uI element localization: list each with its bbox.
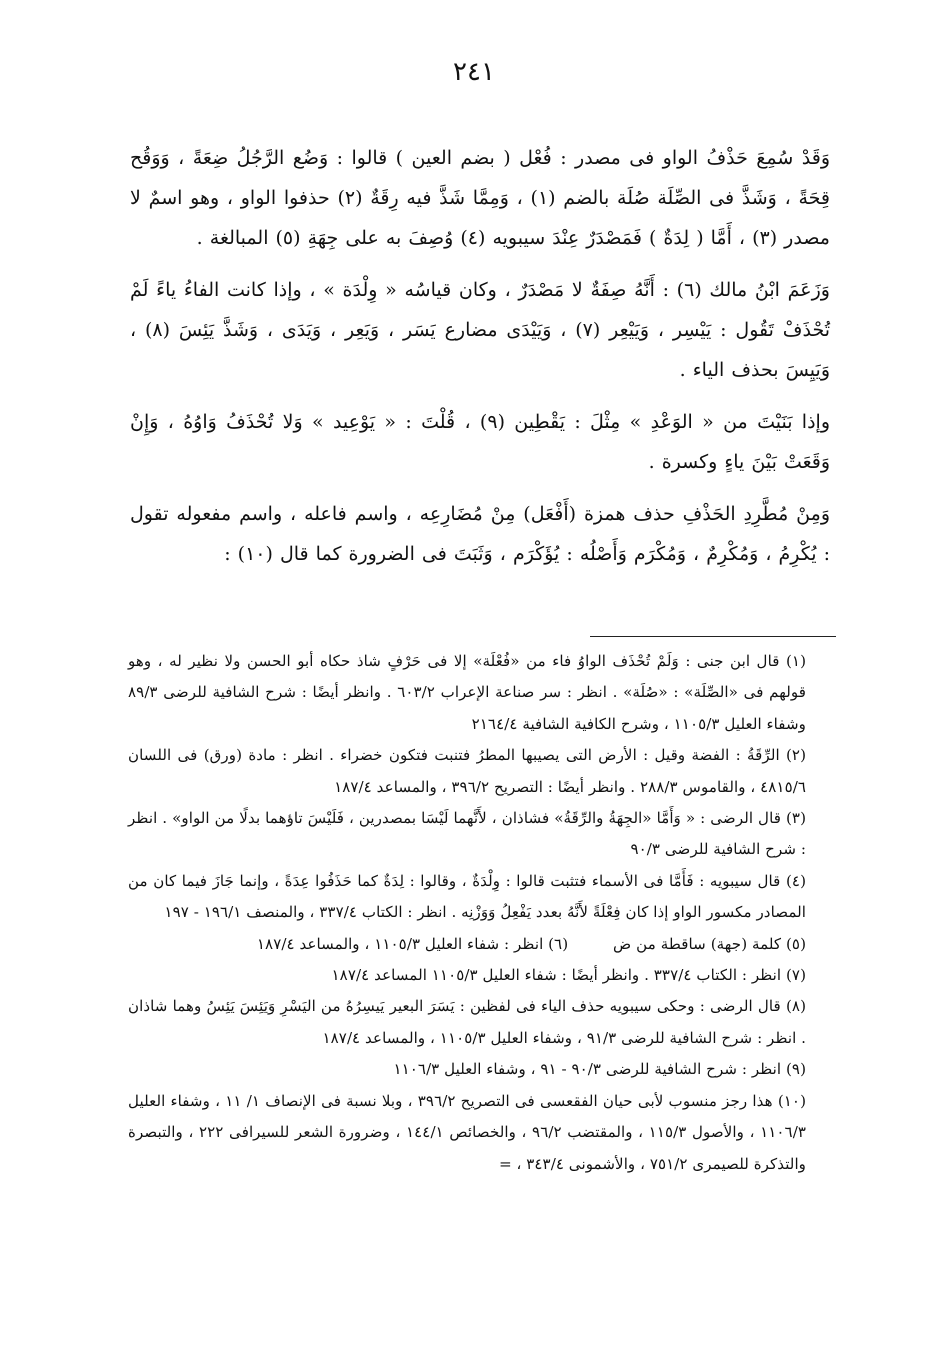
footnote-8: (٨) قال الرضى : وحكى سيبويه حذف الياء فى لفظين : يَسَرَ البعير يَيسِرُهُ من اليَسْرِ وَيَئِسَ يَئِسُ وهما شاذان . انظر : شرح الشافية للرضى ٩١/٣ ، وشفاء العليل ١١٠٥/٣ ، والمساعد ١٨٧/٤ (128, 997, 806, 1047)
footnote-9: (٩) انظر : شرح الشافية للرضى ٩٠/٣ - ٩١ ، وشفاء العليل ١١٠٦/٣ (393, 1060, 806, 1079)
paragraph-3: وإذا بَنَيْتَ من « الوَعْدِ » مِثْلَ : يَقْطِين (٩) ، قُلْتَ : « يَوْعِيد » وَلا تُحْذَفُ وَاوُهُ ، وَإِنْ وَقَعَتْ بَيْنَ ياءٍ وكسرة . (130, 411, 830, 473)
paragraph-2: وَزَعَمَ ابْنُ مالك (٦) : أَنَّهُ صِفَةٌ لا مَصْدَرٌ ، وكان قياسُه « وِلْدَة » ، وإذا كانت الفاءُ ياءً لَمْ تُحْذَفْ تَقُول : يَيْسِر ، وَيَيْعِر (٧) ، وَيَيْدَى مضارع يَسَر ، وَيَعِر ، وَيَدَى ، وَشَذَّ يَئِسَ (٨) ، وَيَيِسَ بحذف الياء . (130, 279, 830, 381)
footnote-4: (٤) قال سيبويه : فَأَمَّا فى الأسماء فتثبت قالوا : وِلْدَةٌ ، وقالوا : لِدَةٌ كما حَذَفُوا عِدَةً ، وإنما جَازَ فيما كان من المصادر مكسور الواو إذا كان فِعْلَةً لأَنَّهُ بعدد يَفْعِلُ وَوَزْنِه . انظر : الكتاب ٣٣٧/٤ ، والمنصف ١٩٦/١ - ١٩٧ (128, 871, 806, 922)
main-text (130, 138, 830, 586)
footnote-7: (٧) انظر : الكتاب ٣٣٧/٤ . وانظر أيضًا : شفاء العليل ١١٠٥/٣ المساعد ١٨٧/٤ (331, 966, 806, 985)
footnote-10: (١٠) هذا رجز منسوب لأبى حيان الفقعسى فى التصريح ٣٩٦/٢ ، وبلا نسبة فى الإنصاف ١/ ١١ ، وشفاء العليل ١١٠٦/٣ ، والأصول ١١٥/٣ ، والمقتضب ٩٦/٢ ، والخصائص ١٤٤/١ ، وضرورة الشعر للسيرافى ٢٢٢ ، والتبصرة والتذكرة للصيمرى ٧٥١/٢ ، والأشمونى ٣٤٣/٤ ، = (128, 1091, 807, 1173)
paragraph-1: وَقَدْ سُمِعَ حَذْفُ الواو فى مصدر : فُعْل ( بضم العين ) قالوا : وَضُع الرَّجُلُ ضِعَةً ، وَوَقُح قِحَةً ، وَشَذَّ فى الصِّلَة صُلَة بالضم (١) ، وَمِمَّا شَذَّ فيه رِقَةٌ (٢) حذفوا الواو ، وهو اسمٌ لا مصدر (٣) ، أَمَّا ( لِدَةٌ ) فَمَصْدَرٌ عِنْدَ سيبويه (٤) وُصِفَ به على جِهَةِ (٥) المبالغة . (130, 147, 830, 249)
footnotes (128, 646, 836, 1180)
footnote-1: (١) قال ابن جنى : وَلَمْ تُحْذَف الواوُ فاء من «فُعْلَة» إلا فى حَرْفٍ شاذ حكاه أبو الحسن ولا نظير له ، وهو قولهم فى «الصِّلَة» : «صُلَة» . انظر : سر صناعة الإعراب ٦٠٣/٢ . وانظر أيضًا : شرح الشافية للرضى ٨٩/٣ وشفاء العليل ١١٠٥/٣ ، وشرح الكافية الشافية ٢١٦٤/٤ (128, 652, 807, 733)
footnote-6: (٦) انظر : شفاء العليل ١١٠٥/٣ ، والمساعد ١٨٧/٤ (256, 934, 569, 953)
footnote-separator (590, 636, 836, 637)
footnote-2: (٢) الرِّقَةُ : الفضة وقيل : الأرض التى يصيبها المطرُ فتنبت فتكون خضراء . انظر : مادة (ورق) فى اللسان ٤٨١٥/٦ ، والقاموس ٢٨٨/٣ . وانظر أيضًا : التصريح ٣٩٦/٢ ، والمساعد ١٨٧/٤ (128, 746, 806, 796)
footnote-3: (٣) قال الرضى : « وَأَمَّا «الجِهَةُ والرِّقَةُ» فشاذان ، لأَنَّهما لَيْسَا بمصدرين ، فَلَيْسَ تاؤهما بدلًا من الواو» . انظر : شرح الشافية للرضى ٩٠/٣ (128, 809, 806, 859)
footnote-5: (٥) كلمة (جهة) ساقطة من ض (612, 934, 806, 953)
paragraph-4: وَمِنْ مُطَّرِدِ الحَذْفِ حذف همزة (أَفْعَل) مِنْ مُضَارِعِه ، واسم فاعله ، واسم مفعوله تقول : يُكْرِمُ ، وَمُكْرِمٌ ، وَمُكْرَم وَأَصْلُه : يُؤَكْرَم ، وَثَبَتَ فى الضرورة كما قال (١٠) : (130, 503, 830, 565)
footnote-row-5-6 (128, 929, 836, 960)
page-number: ٢٤١ (453, 57, 495, 87)
